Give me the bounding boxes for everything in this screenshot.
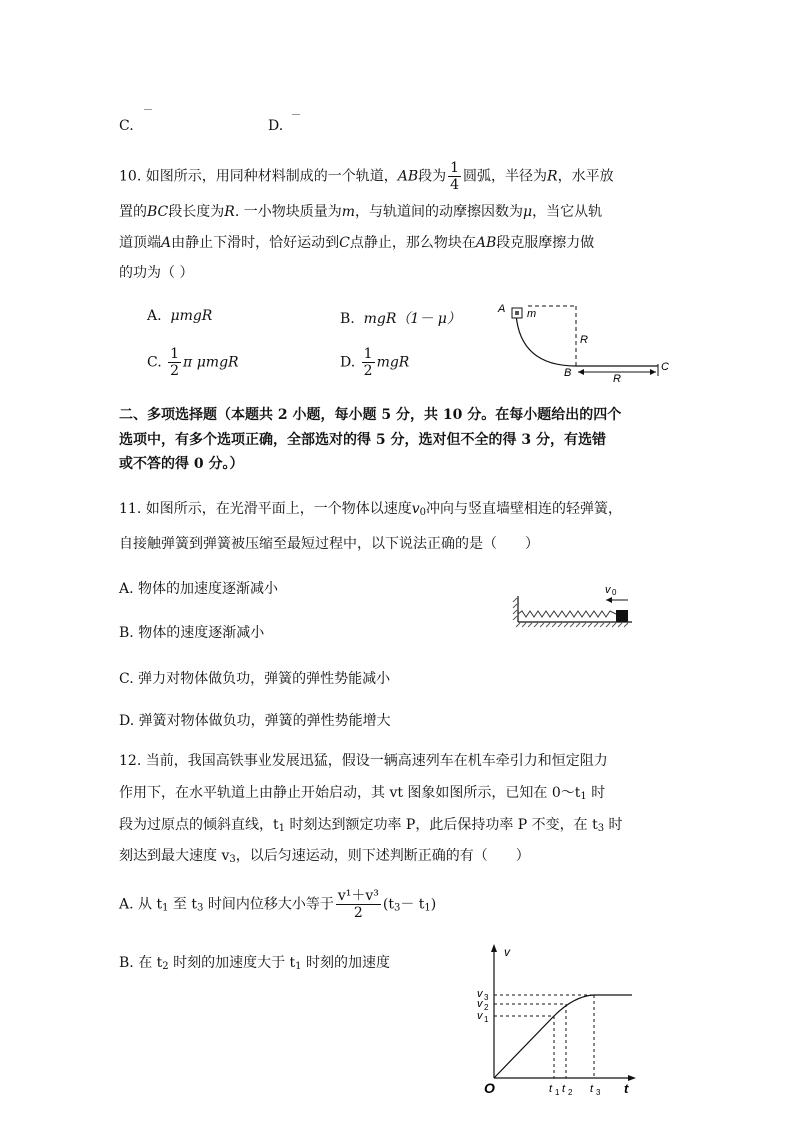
- q12-sub: 3: [229, 854, 236, 865]
- wall-hatching: [513, 598, 517, 620]
- q11-option-d: D. 弹簧对物体做负功，弹簧的弹性势能增大: [119, 713, 391, 729]
- q10-m: m: [341, 204, 355, 220]
- q11-text: 11. 如图所示，在光滑平面上，一个物体以速度: [119, 501, 412, 517]
- q12-text: 刻达到最大速度 v: [119, 848, 230, 864]
- frac-den: 2: [170, 363, 180, 379]
- option-c-mark: [144, 109, 152, 110]
- q10-frac-den: 4: [450, 177, 460, 193]
- option-d-mark: [292, 114, 300, 115]
- q10-option-a-text: μmgR: [170, 308, 213, 324]
- q10-option-d: [340, 346, 409, 379]
- option-c-label: C.: [119, 118, 134, 134]
- q12-sub: 1: [424, 902, 431, 914]
- q11-text: 冲向与竖直墙壁相连的轻弹簧，: [426, 501, 623, 517]
- q12-text: 时刻的加速度: [301, 955, 390, 971]
- graph-label-t1: t: [549, 1083, 553, 1095]
- guide-lines: [494, 995, 594, 1078]
- q12-text: (t: [382, 896, 394, 913]
- q12-text: 时: [586, 785, 606, 801]
- q10-ab: AB: [397, 168, 419, 185]
- graph-label-t: t: [624, 1081, 629, 1096]
- q12-line2: [119, 782, 605, 802]
- frac-num: 1: [170, 346, 180, 362]
- q11-line1: [119, 498, 622, 518]
- section2-line3: 或不答的得 0 分。）: [119, 456, 244, 472]
- fig-label-r-horizontal: R: [613, 373, 621, 382]
- q10-ab: AB: [475, 235, 497, 251]
- q10-option-b: [340, 308, 461, 328]
- q10-r: R: [547, 168, 558, 185]
- graph-label-t3-sub: 3: [596, 1088, 601, 1097]
- graph-label-t3: t: [590, 1083, 594, 1095]
- q10-line4: 的功为（ ）: [119, 265, 194, 281]
- q10-line2: [119, 201, 602, 221]
- q12-option-a-fraction: [336, 888, 381, 921]
- graph-label-v: v: [504, 945, 510, 959]
- q11-spring-figure: [512, 580, 636, 630]
- arrow-right-icon: [628, 1075, 636, 1081]
- q11-option-c: C. 弹力对物体做负功，弹簧的弹性势能减小: [119, 671, 391, 687]
- frac-den: 2: [353, 905, 363, 921]
- frac-num: v¹＋v³: [337, 888, 379, 904]
- q10-text: ，与轨道间的动摩擦因数为: [355, 204, 523, 220]
- q10-option-c-text: π μmgR: [183, 354, 239, 371]
- q10-option-a-label: A.: [147, 308, 162, 324]
- q12-line3: [119, 814, 623, 834]
- option-d-label: D.: [268, 118, 284, 134]
- fig-label-v0-sub: 0: [612, 588, 617, 597]
- q12-sub: 3: [597, 823, 605, 834]
- q12-text: 时间内位移大小等于: [203, 896, 334, 913]
- graph-label-v1: v: [477, 1010, 483, 1022]
- q12-sub: 2: [162, 961, 169, 972]
- q10-text: 置的: [119, 204, 147, 220]
- graph-label-t2: t: [562, 1083, 566, 1095]
- fig-label-v0: v: [605, 584, 611, 596]
- q12-sub: 1: [278, 823, 286, 834]
- q10-option-d-label: D.: [340, 354, 356, 371]
- q12-sub: 3: [393, 902, 401, 914]
- q12-text: 时刻达到额定功率 P，此后保持功率 P 不变，在 t: [285, 817, 598, 833]
- section2-line1: 二、多项选择题（本题共 2 小题，每小题 5 分，共 10 分。在每小题给出的四个: [119, 407, 622, 423]
- frac-den: 2: [363, 363, 373, 379]
- fig-label-c: C: [661, 361, 669, 373]
- q12-option-a: [119, 888, 436, 921]
- q12-text: 段为过原点的倾斜直线，t: [119, 817, 279, 833]
- section2-line2: 选项中，有多个选项正确，全部选对的得 5 分，选对但不全的得 3 分，有选错: [119, 432, 606, 448]
- q10-text: ，当它从轨: [532, 204, 603, 220]
- q12-text: B. 在 t: [119, 955, 163, 971]
- object-block: [616, 610, 628, 622]
- q10-text: . 一小物块质量为: [234, 204, 342, 220]
- q10-option-a: [147, 308, 212, 324]
- q12-sub: 1: [295, 961, 302, 972]
- q10-line1: [119, 160, 614, 193]
- graph-label-v3-sub: 3: [484, 993, 489, 1002]
- fig-label-a: A: [498, 303, 506, 315]
- q12-sub: 1: [162, 902, 169, 914]
- q10-mu: μ: [523, 204, 533, 220]
- q11-line2: 自接触弹簧到弹簧被压缩至最短过程中，以下说法正确的是（ ）: [119, 536, 539, 552]
- frac-num: 1: [363, 346, 373, 362]
- q12-text: 作用下，在水平轨道上由静止开始启动，其 vt 图象如图所示，已知在 0～t: [119, 785, 581, 801]
- q12-text: ，以后匀速运动，则下述判断正确的有（ ）: [235, 848, 530, 864]
- q10-text: 由静止下滑时，恰好运动到: [171, 235, 340, 251]
- q12-text: 时刻的加速度大于 t: [168, 955, 296, 971]
- q10-text: 段长度为: [168, 204, 225, 220]
- q10-text: 段克服摩擦力做: [496, 235, 595, 251]
- q10-frac-num: 1: [450, 160, 460, 176]
- q10-option-d-text: mgR: [376, 354, 410, 371]
- q10-text: 圆弧，半径为: [463, 168, 548, 185]
- graph-label-v2-sub: 2: [484, 1003, 489, 1012]
- graph-label-t1-sub: 1: [555, 1088, 560, 1097]
- q11-v0-sub: 0: [419, 507, 427, 518]
- q10-option-d-fraction: [362, 346, 375, 379]
- graph-label-v2: v: [477, 998, 483, 1010]
- floor-hatching: [516, 623, 628, 627]
- q10-a: A: [161, 235, 172, 251]
- q12-text: 时: [604, 817, 623, 833]
- q10-text: 段为: [418, 168, 447, 185]
- graph-label-v3: v: [477, 988, 483, 1000]
- q10-option-b-text: mgR（1－ μ）: [363, 311, 461, 327]
- q12-text: － t: [400, 896, 425, 913]
- arrow-left-icon: [578, 369, 584, 375]
- arrow-right-icon: [650, 369, 656, 375]
- q10-text: 道顶端: [119, 235, 161, 251]
- q10-option-c: [147, 346, 239, 379]
- q10-r: R: [224, 204, 235, 220]
- fig-label-m: m: [527, 308, 537, 320]
- graph-label-v1-sub: 1: [484, 1015, 489, 1024]
- q11-option-a: A. 物体的加速度逐渐减小: [119, 581, 279, 597]
- q12-sub: 3: [197, 902, 204, 914]
- q12-option-b: [119, 952, 390, 972]
- vt-curve: [494, 995, 632, 1078]
- arrow-up-icon: [491, 944, 497, 952]
- q12-line4: [119, 845, 530, 865]
- q10-fraction: [448, 160, 461, 193]
- graph-label-origin: O: [484, 1080, 495, 1096]
- block-fill: [515, 311, 519, 315]
- q10-track-figure: [490, 298, 680, 382]
- spring: [518, 611, 616, 617]
- quarter-arc: [516, 314, 576, 366]
- q12-sub: 1: [580, 791, 587, 802]
- q10-option-c-label: C.: [147, 354, 162, 371]
- fig-label-b: B: [564, 367, 572, 379]
- q12-text: 至 t: [168, 896, 197, 913]
- q10-text: 10. 如图所示，用同种材料制成的一个轨道，: [119, 168, 398, 185]
- q10-line3: [119, 232, 594, 252]
- arrow-left-icon: [606, 597, 612, 603]
- q11-option-b: B. 物体的速度逐渐减小: [119, 625, 265, 641]
- q10-text: 点静止，那么物块在: [349, 235, 476, 251]
- q12-vt-graph: [470, 938, 648, 1098]
- q10-text: ，水平放: [557, 168, 614, 185]
- q12-text: ): [430, 896, 437, 913]
- q10-option-b-label: B.: [340, 311, 355, 327]
- q10-c: C: [339, 235, 350, 251]
- q10-option-c-fraction: [168, 346, 181, 379]
- q12-line1: 12. 当前，我国高铁事业发展迅猛，假设一辆高速列车在机车牵引力和恒定阻力: [119, 753, 608, 769]
- q12-text: A. 从 t: [119, 896, 163, 913]
- fig-label-r-vertical: R: [580, 334, 588, 346]
- q11-v0: v: [411, 501, 420, 517]
- q10-bc: BC: [147, 204, 169, 220]
- graph-label-t2-sub: 2: [568, 1088, 573, 1097]
